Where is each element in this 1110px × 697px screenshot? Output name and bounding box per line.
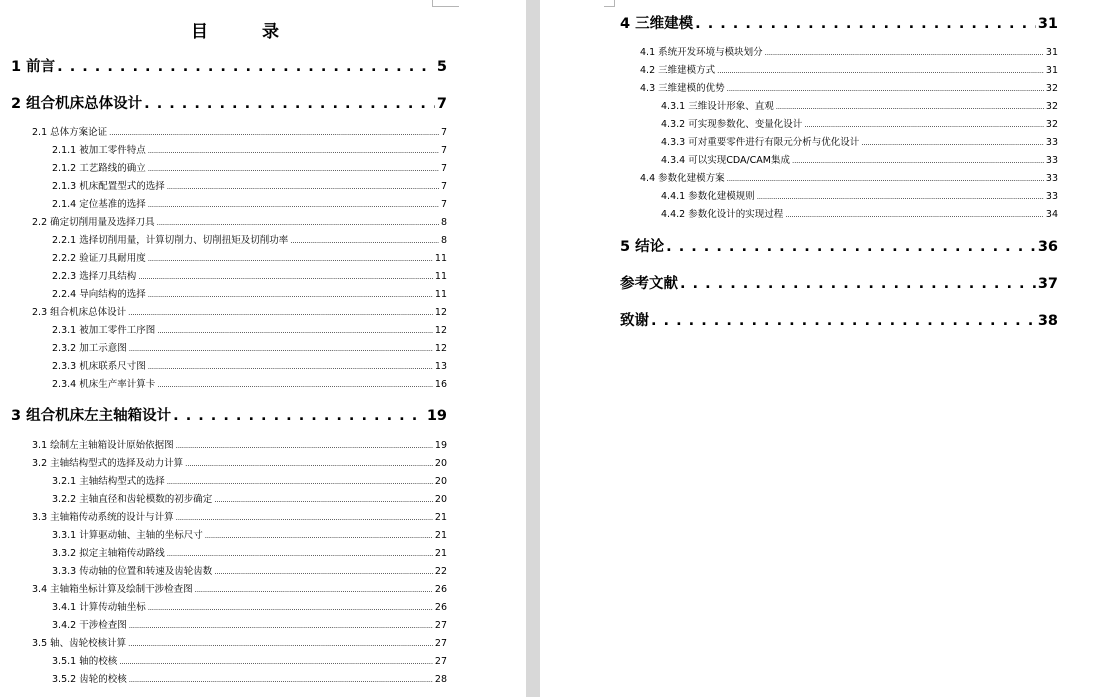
toc-entry-text: 3.3.1 计算驱动轴、主轴的坐标尺寸 [52,530,203,541]
toc-entry-page: 11 [434,289,447,300]
toc-entry[interactable] [52,358,447,372]
toc-entry-page: 11 [434,271,447,282]
toc-entry-page: 7 [440,127,447,138]
toc-entry-text: 4.3.3 可对重要零件进行有限元分析与优化设计 [661,137,860,148]
dot-leader [167,478,433,486]
toc-entry-page: 26 [434,602,447,613]
toc-entry-page: 19 [426,408,447,424]
dot-leader [148,363,433,371]
toc-entry-text: 2.2 确定切削用量及选择刀具 [32,217,155,228]
toc-entry-page: 33 [1045,155,1058,166]
toc-entry-text: 4.4.2 参数化设计的实现过程 [661,209,784,220]
toc-entry-text: 5 结论 [620,239,665,255]
dot-leader [651,313,1036,329]
toc-entry-page: 34 [1045,209,1058,220]
dot-leader [757,193,1044,201]
toc-entry[interactable] [620,272,1058,292]
toc-entry-page: 26 [434,584,447,595]
dot-leader [666,239,1036,255]
toc-entry[interactable] [32,635,447,649]
toc-entry[interactable] [32,304,447,318]
toc-entry[interactable] [52,160,447,174]
page-gutter [526,0,540,697]
toc-entry-page: 20 [434,494,447,505]
toc-entry-text: 3.2.1 主轴结构型式的选择 [52,476,165,487]
document-page-left [0,0,526,697]
toc-entry[interactable] [52,473,447,487]
dot-leader [176,514,433,522]
dot-leader [765,49,1044,57]
toc-entry-text: 2.1.3 机床配置型式的选择 [52,181,165,192]
toc-entry-page: 5 [436,59,447,75]
dot-leader [128,309,433,317]
dot-leader [785,211,1044,219]
dot-leader [861,139,1044,147]
dot-leader [717,67,1044,75]
toc-entry-text: 4.4 参数化建模方案 [640,173,725,184]
toc-entry-text: 3.5.2 齿轮的校核 [52,674,127,685]
toc-entry-text: 4.1 系统开发环境与模块划分 [640,47,763,58]
toc-entry-text: 1 前言 [11,59,56,75]
toc-entry-text: 2.3.2 加工示意图 [52,343,127,354]
toc-entry-page: 21 [434,548,447,559]
dot-leader [185,460,433,468]
toc-entry[interactable] [620,309,1058,329]
dot-leader [129,345,433,353]
toc-entry[interactable] [52,671,447,685]
toc-entry[interactable] [32,124,447,138]
toc-entry[interactable] [661,98,1058,112]
toc-entry[interactable] [661,116,1058,130]
toc-entry[interactable] [11,92,447,112]
toc-entry-text: 2.1.4 定位基准的选择 [52,199,146,210]
dot-leader [680,276,1036,292]
toc-entry[interactable] [52,545,447,559]
toc-entry-page: 13 [434,361,447,372]
toc-entry-text: 4.3.2 可实现参数化、变量化设计 [661,119,803,130]
toc-entry-text: 3.3.3 传动轴的位置和转速及齿轮齿数 [52,566,213,577]
dot-leader [148,604,433,612]
toc-entry[interactable] [52,340,447,354]
dot-leader [157,219,439,227]
toc-entry-text: 3.4.1 计算传动轴坐标 [52,602,146,613]
dot-leader [138,273,433,281]
toc-entry-text: 3.3 主轴箱传动系统的设计与计算 [32,512,174,523]
toc-entry-page: 37 [1037,276,1058,292]
toc-entry-text: 2.3.4 机床生产率计算卡 [52,379,156,390]
toc-entry[interactable] [32,437,447,451]
toc-entry-page: 21 [434,512,447,523]
toc-entry-text: 3.5 轴、齿轮校核计算 [32,638,127,649]
toc-entry-text: 4.3.1 三维设计形象、直观 [661,101,774,112]
dot-leader [129,676,433,684]
toc-entry-page: 12 [434,307,447,318]
toc-entry[interactable] [640,44,1058,58]
toc-entry[interactable] [52,563,447,577]
toc-entry[interactable] [52,527,447,541]
toc-entry-page: 32 [1045,101,1058,112]
toc-entry-page: 36 [1037,239,1058,255]
toc-entry-page: 8 [440,217,447,228]
toc-entry-page: 8 [440,235,447,246]
dot-leader [727,175,1044,183]
toc-entry-text: 2 组合机床总体设计 [11,96,143,112]
toc-entry[interactable] [52,599,447,613]
dot-leader [195,586,433,594]
toc-entry[interactable] [32,581,447,595]
toc-entry[interactable] [661,134,1058,148]
toc-entry[interactable] [52,491,447,505]
toc-entry[interactable] [52,376,447,390]
toc-entry[interactable] [661,152,1058,166]
toc-entry-page: 20 [434,458,447,469]
toc-entry-text: 2.1.1 被加工零件特点 [52,145,146,156]
dot-leader [119,658,433,666]
toc-entry-text: 2.2.1 选择切削用量，计算切削力、切削扭矩及切削功率 [52,235,289,246]
toc-entry-page: 7 [440,199,447,210]
toc-entry[interactable] [640,80,1058,94]
toc-entry[interactable] [52,232,447,246]
toc-entry-text: 3.5.1 轴的校核 [52,656,118,667]
toc-entry-page: 38 [1037,313,1058,329]
toc-entry[interactable] [11,55,447,75]
dot-leader [128,640,433,648]
toc-entry-text: 2.1.2 工艺路线的确立 [52,163,146,174]
dot-leader [109,129,439,137]
toc-entry-text: 致谢 [620,313,649,329]
toc-entry-page: 7 [440,163,447,174]
crop-mark [432,0,459,7]
dot-leader [148,165,439,173]
toc-entry-text: 4.4.1 参数化建模规则 [661,191,755,202]
toc-entry-page: 31 [1045,65,1058,76]
toc-entry-page: 20 [434,476,447,487]
toc-entry[interactable] [32,455,447,469]
toc-entry-text: 2.1 总体方案论证 [32,127,108,138]
toc-entry-page: 16 [434,379,447,390]
toc-entry[interactable] [32,509,447,523]
dot-leader [290,237,439,245]
toc-entry[interactable] [620,235,1058,255]
toc-title: 目 录 [191,22,303,42]
toc-entry-page: 12 [434,343,447,354]
toc-entry-page: 32 [1045,119,1058,130]
toc-entry[interactable] [52,653,447,667]
dot-leader [695,16,1036,32]
dot-leader [173,408,425,424]
toc-entry-page: 33 [1045,137,1058,148]
toc-entry-page: 7 [440,145,447,156]
toc-entry[interactable] [620,12,1058,32]
toc-entry-text: 2.2.2 验证刀具耐用度 [52,253,146,264]
toc-entry-text: 参考文献 [620,276,678,292]
toc-entry-text: 2.3.3 机床联系尺寸图 [52,361,146,372]
dot-leader [214,568,433,576]
toc-entry-text: 4.3 三维建模的优势 [640,83,725,94]
toc-entry-text: 3.2.2 主轴直径和齿轮模数的初步确定 [52,494,213,505]
document-page-right [540,0,1110,697]
toc-entry-text: 3.1 绘制左主轴箱设计原始依据图 [32,440,174,451]
toc-entry-page: 32 [1045,83,1058,94]
toc-entry-text: 3.2 主轴结构型式的选择及动力计算 [32,458,184,469]
crop-mark [604,0,615,7]
toc-entry[interactable] [52,617,447,631]
dot-leader [776,103,1044,111]
dot-leader [144,96,435,112]
toc-entry[interactable] [52,250,447,264]
dot-leader [148,147,439,155]
toc-entry[interactable] [11,404,447,424]
toc-entry-text: 2.3 组合机床总体设计 [32,307,127,318]
dot-leader [804,121,1044,129]
toc-entry-text: 2.2.3 选择刀具结构 [52,271,137,282]
toc-entry-page: 22 [434,566,447,577]
dot-leader [157,327,433,335]
toc-entry-page: 33 [1045,173,1058,184]
toc-entry[interactable] [32,214,447,228]
toc-entry[interactable] [640,170,1058,184]
toc-entry-page: 19 [434,440,447,451]
dot-leader [148,291,433,299]
toc-entry[interactable] [52,268,447,282]
toc-entry-text: 3.4 主轴箱坐标计算及绘制干涉检查图 [32,584,193,595]
toc-entry-page: 31 [1045,47,1058,58]
dot-leader [129,622,433,630]
toc-entry-page: 12 [434,325,447,336]
toc-entry-text: 4.3.4 可以实现CDA/CAM集成 [661,155,791,166]
dot-leader [176,442,433,450]
dot-leader [57,59,435,75]
toc-entry-text: 4 三维建模 [620,16,694,32]
toc-entry-page: 28 [434,674,447,685]
dot-leader [792,157,1044,165]
toc-entry-text: 3.3.2 拟定主轴箱传动路线 [52,548,165,559]
toc-entry-page: 27 [434,656,447,667]
dot-leader [205,532,433,540]
toc-entry[interactable] [52,178,447,192]
toc-entry-page: 27 [434,620,447,631]
toc-entry-text: 3.4.2 干涉检查图 [52,620,127,631]
toc-entry-page: 11 [434,253,447,264]
toc-entry-page: 31 [1037,16,1058,32]
toc-entry[interactable] [52,196,447,210]
toc-entry-text: 2.3.1 被加工零件工序图 [52,325,156,336]
toc-entry[interactable] [661,188,1058,202]
toc-entry-text: 4.2 三维建模方式 [640,65,716,76]
toc-entry-text: 3 组合机床左主轴箱设计 [11,408,172,424]
dot-leader [214,496,433,504]
dot-leader [167,550,433,558]
toc-entry[interactable] [52,286,447,300]
toc-entry[interactable] [640,62,1058,76]
dot-leader [167,183,439,191]
toc-entry[interactable] [52,142,447,156]
dot-leader [148,201,439,209]
toc-entry-page: 21 [434,530,447,541]
toc-entry-page: 7 [436,96,447,112]
toc-entry-page: 33 [1045,191,1058,202]
toc-entry[interactable] [52,322,447,336]
dot-leader [727,85,1044,93]
dot-leader [148,255,433,263]
dot-leader [157,381,433,389]
toc-entry[interactable] [661,206,1058,220]
toc-entry-text: 2.2.4 导向结构的选择 [52,289,146,300]
toc-entry-page: 27 [434,638,447,649]
toc-entry-page: 7 [440,181,447,192]
